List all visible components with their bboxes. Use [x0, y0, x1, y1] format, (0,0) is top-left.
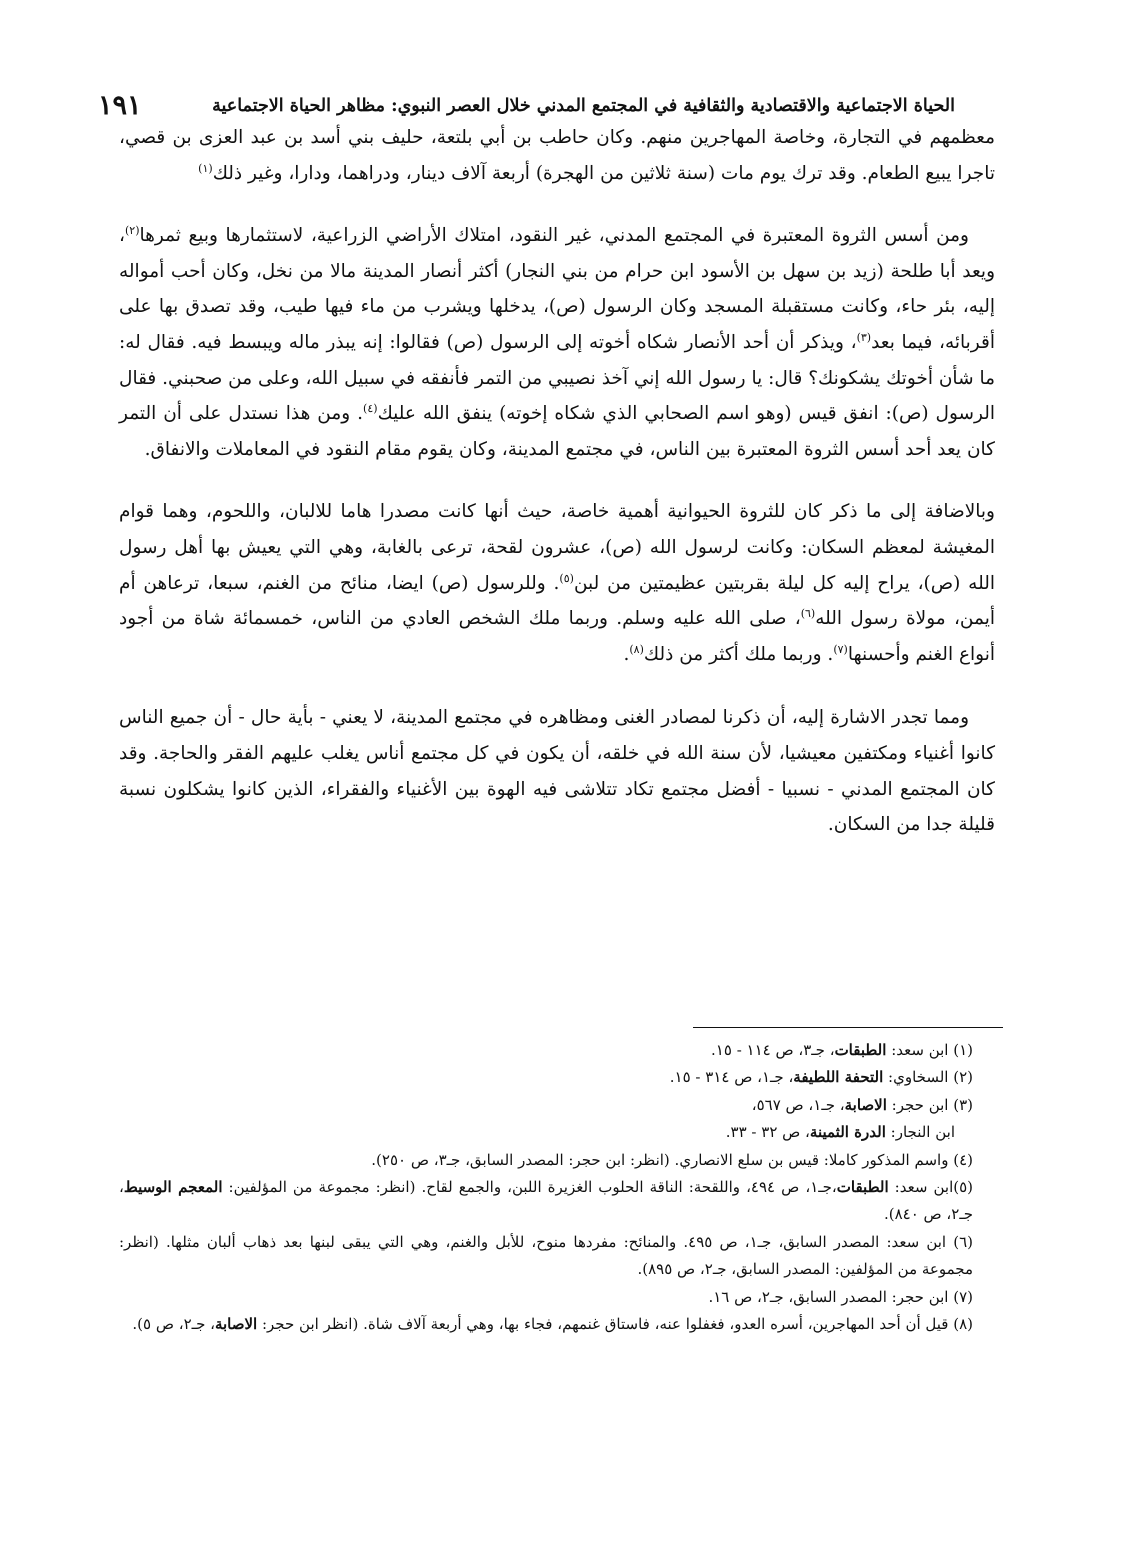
- footnote-7: [119, 1284, 995, 1311]
- footnote-source-title: التحفة اللطيفة: [793, 1068, 884, 1087]
- footnote-text: (٥)ابن سعد:: [888, 1178, 974, 1197]
- footnote-text: (٦) ابن سعد: المصدر السابق، جـ١، ص ٤٩٥. والمنائح: مفردها منوح، للأبل والغنم، وهي التي يبقى لبنها بعد ذهاب ألبان مثلها. (انظر: مجموعة من المؤلفين: المصدر السابق، جـ٢، ص ٨٩٥).: [119, 1232, 974, 1279]
- footnote-8: [119, 1311, 995, 1338]
- footnote-5: [119, 1174, 995, 1229]
- paragraph-2: [119, 218, 995, 467]
- footnote-ref-3: (٣): [856, 330, 872, 344]
- footnote-ref-7: (٧): [833, 642, 848, 656]
- paragraph-text: .: [623, 643, 630, 665]
- footnote-3-continued: [119, 1119, 995, 1146]
- footnote-source-title: الطبقات: [834, 1041, 887, 1059]
- footnote-ref-8: (٨): [629, 642, 644, 656]
- footnote-text: (٨) قيل أن أحد المهاجرين، أسره العدو، فغفلوا عنه، فاستاق غنمهم، فجاء بها، وهي أربعة آلاف شاة. (انظر ابن حجر:: [257, 1315, 973, 1334]
- footnote-source-title: الطبقات: [836, 1178, 889, 1197]
- paragraph-4: [119, 700, 995, 842]
- footnote-divider: [693, 1027, 1003, 1028]
- footnote-ref-1: (١): [198, 161, 213, 175]
- footnote-text: ، جـ٢، ص ٥).: [132, 1315, 215, 1334]
- footnote-text: (٢) السخاوي:: [883, 1068, 973, 1087]
- footnote-text: ، ص ٣٢ - ٣٣.: [725, 1123, 810, 1142]
- footnote-1: [119, 1037, 995, 1064]
- footnote-source-title: الاصابة: [844, 1095, 887, 1114]
- footnote-4: [119, 1147, 995, 1174]
- footnote-2: [119, 1064, 995, 1091]
- footnote-text: (٤) واسم المذكور كاملا: قيس بن سلع الانصاري. (انظر: ابن حجر: المصدر السابق، جـ٣، ص ٢٥٠).: [371, 1150, 973, 1169]
- footnote-text: (٧) ابن حجر: المصدر السابق، جـ٢، ص ١٦.: [708, 1287, 973, 1306]
- footnote-ref-4: (٤): [363, 402, 378, 415]
- running-header: الحياة الاجتماعية والاقتصادية والثقافية في المجتمع المدني خلال العصر النبوي: مظاهر الحياة الاجتماعية: [212, 96, 955, 116]
- paragraph-text: ومما تجدر الاشارة إليه، أن ذكرنا لمصادر الغنى ومظاهره في مجتمع المدينة، لا يعني - بأية حال - أن جميع الناس كانوا أغنياء ومكتفين معيشيا، لأن سنة الله في خلقه، أن يكون في كل مجتمع أناس يغلب عليهم الفقر والحاجة. وقد كان المجتمع المدني - نسبيا - أفضل مجتمع تكاد تتلاشى فيه الهوة بين الأغنياء والفقراء، الذين كانوا يشكلون نسبة قليلة جدا من السكان.: [119, 707, 995, 836]
- footnote-ref-2: (٢): [124, 224, 140, 238]
- paragraph-text: . وربما ملك أكثر من ذلك: [643, 643, 834, 665]
- paragraph-text: . ومن هذا نستدل على أن التمر كان يعد أحد أسس الثروة المعتبرة بين الناس، في مجتمع المدينة، وكان يقوم مقام النقود في المعاملات والانفاق.: [119, 403, 995, 460]
- paragraph-text: معظمهم في التجارة، وخاصة المهاجرين منهم. وكان حاطب بن أبي بلتعة، حليف بني أسد بن عبد العزى بن قصي، تاجرا يبيع الطعام. وقد ترك يوم مات (سنة ثلاثين من الهجرة) أربعة آلاف دينار، ودراهما، ودارا، وغير ذلك: [119, 127, 995, 184]
- paragraph-text: ومن أسس الثروة المعتبرة في المجتمع المدني، غير النقود، امتلاك الأراضي الزراعية، لاستثمارها وبيع ثمرها: [139, 225, 969, 247]
- footnote-6: [119, 1229, 995, 1284]
- main-text: [119, 120, 995, 843]
- footnote-ref-5: (٥): [559, 571, 574, 585]
- footnote-text: ، جـ١، ص ٣١٤ - ١٥.: [669, 1068, 794, 1087]
- footnote-text: ابن النجار:: [885, 1123, 955, 1142]
- footnote-source-title: الاصابة: [214, 1315, 258, 1334]
- footnote-ref-6: (٦): [800, 606, 816, 620]
- paragraph-3: [119, 494, 995, 672]
- footnote-text: ، جـ٣، ص ١١٤ - ١٥.: [711, 1041, 835, 1059]
- footnote-3: [119, 1092, 995, 1119]
- paragraph-text: ، ويذكر أن أحد الأنصار شكاه أخوته إلى الرسول (ص) فقالوا: إنه يبذر ماله ويبسط فيه. فقال له: ما شأن أخوتك يشكونك؟ قال: يا رسول الله إني آخذ نصيبي من التمر فأنفقه في سبيل الله، وعلى من صحبني. فقال الرسول (ص): انفق قيس (وهو اسم الصحابي الذي شكاه إخوته) ينفق الله عليك: [119, 331, 995, 425]
- paragraph-text: وبالاضافة إلى ما ذكر كان للثروة الحيوانية أهمية خاصة، حيث أنها كانت مصدرا هاما للالبان، واللحوم، وهما قوام المغيشة لمعظم السكان: وكانت لرسول الله (ص)، عشرون لقحة، ترعى بالغابة، وهي التي يعيش بها أهل رسول الله (ص)، يراح إليه كل ليلة بقربتين عظيمتين من لبن: [119, 501, 995, 594]
- paragraph-text: ، صلى الله عليه وسلم. وربما ملك الشخص العادي من الناس، خمسمائة شاة من أجود أنواع الغنم وأحسنها: [119, 608, 995, 665]
- paragraph-1: [119, 120, 995, 191]
- footnote-text: (١) ابن سعد:: [886, 1041, 973, 1059]
- footnotes: [119, 1037, 995, 1338]
- page-number: ١٩١: [98, 90, 142, 121]
- paragraph-text: ، ويعد أبا طلحة (زيد بن سهل بن الأسود ابن حرام من بني النجار) أكثر أنصار المدينة مالا من نخل، وكان أحب أمواله إليه، بئر حاء، وكانت مستقبلة المسجد وكان الرسول (ص)، يدخلها ويشرب من ماء فيها طيب، وقد تصدق بها على أقربائه، فيما بعد: [119, 225, 996, 353]
- footnote-text: (٣) ابن حجر:: [886, 1095, 973, 1114]
- footnote-source-title: الدرة الثمينة: [809, 1123, 886, 1142]
- footnote-source-title: المعجم الوسيط: [123, 1178, 223, 1197]
- paragraph-text: . وللرسول (ص) ايضا، منائح من الغنم، سبعا، ترعاهن أم أيمن، مولاة رسول الله: [119, 572, 995, 630]
- footnote-text: ،جـ١، ص ٤٩٤، واللقحة: الناقة الحلوب الغزيرة اللبن، والجمع لقاح. (انظر: مجموعة من المؤلفين:: [222, 1178, 837, 1197]
- footnote-text: ، جـ٢، ص ٨٤٠).: [119, 1178, 973, 1224]
- footnote-text: ، جـ١، ص ٥٦٧،: [751, 1095, 845, 1114]
